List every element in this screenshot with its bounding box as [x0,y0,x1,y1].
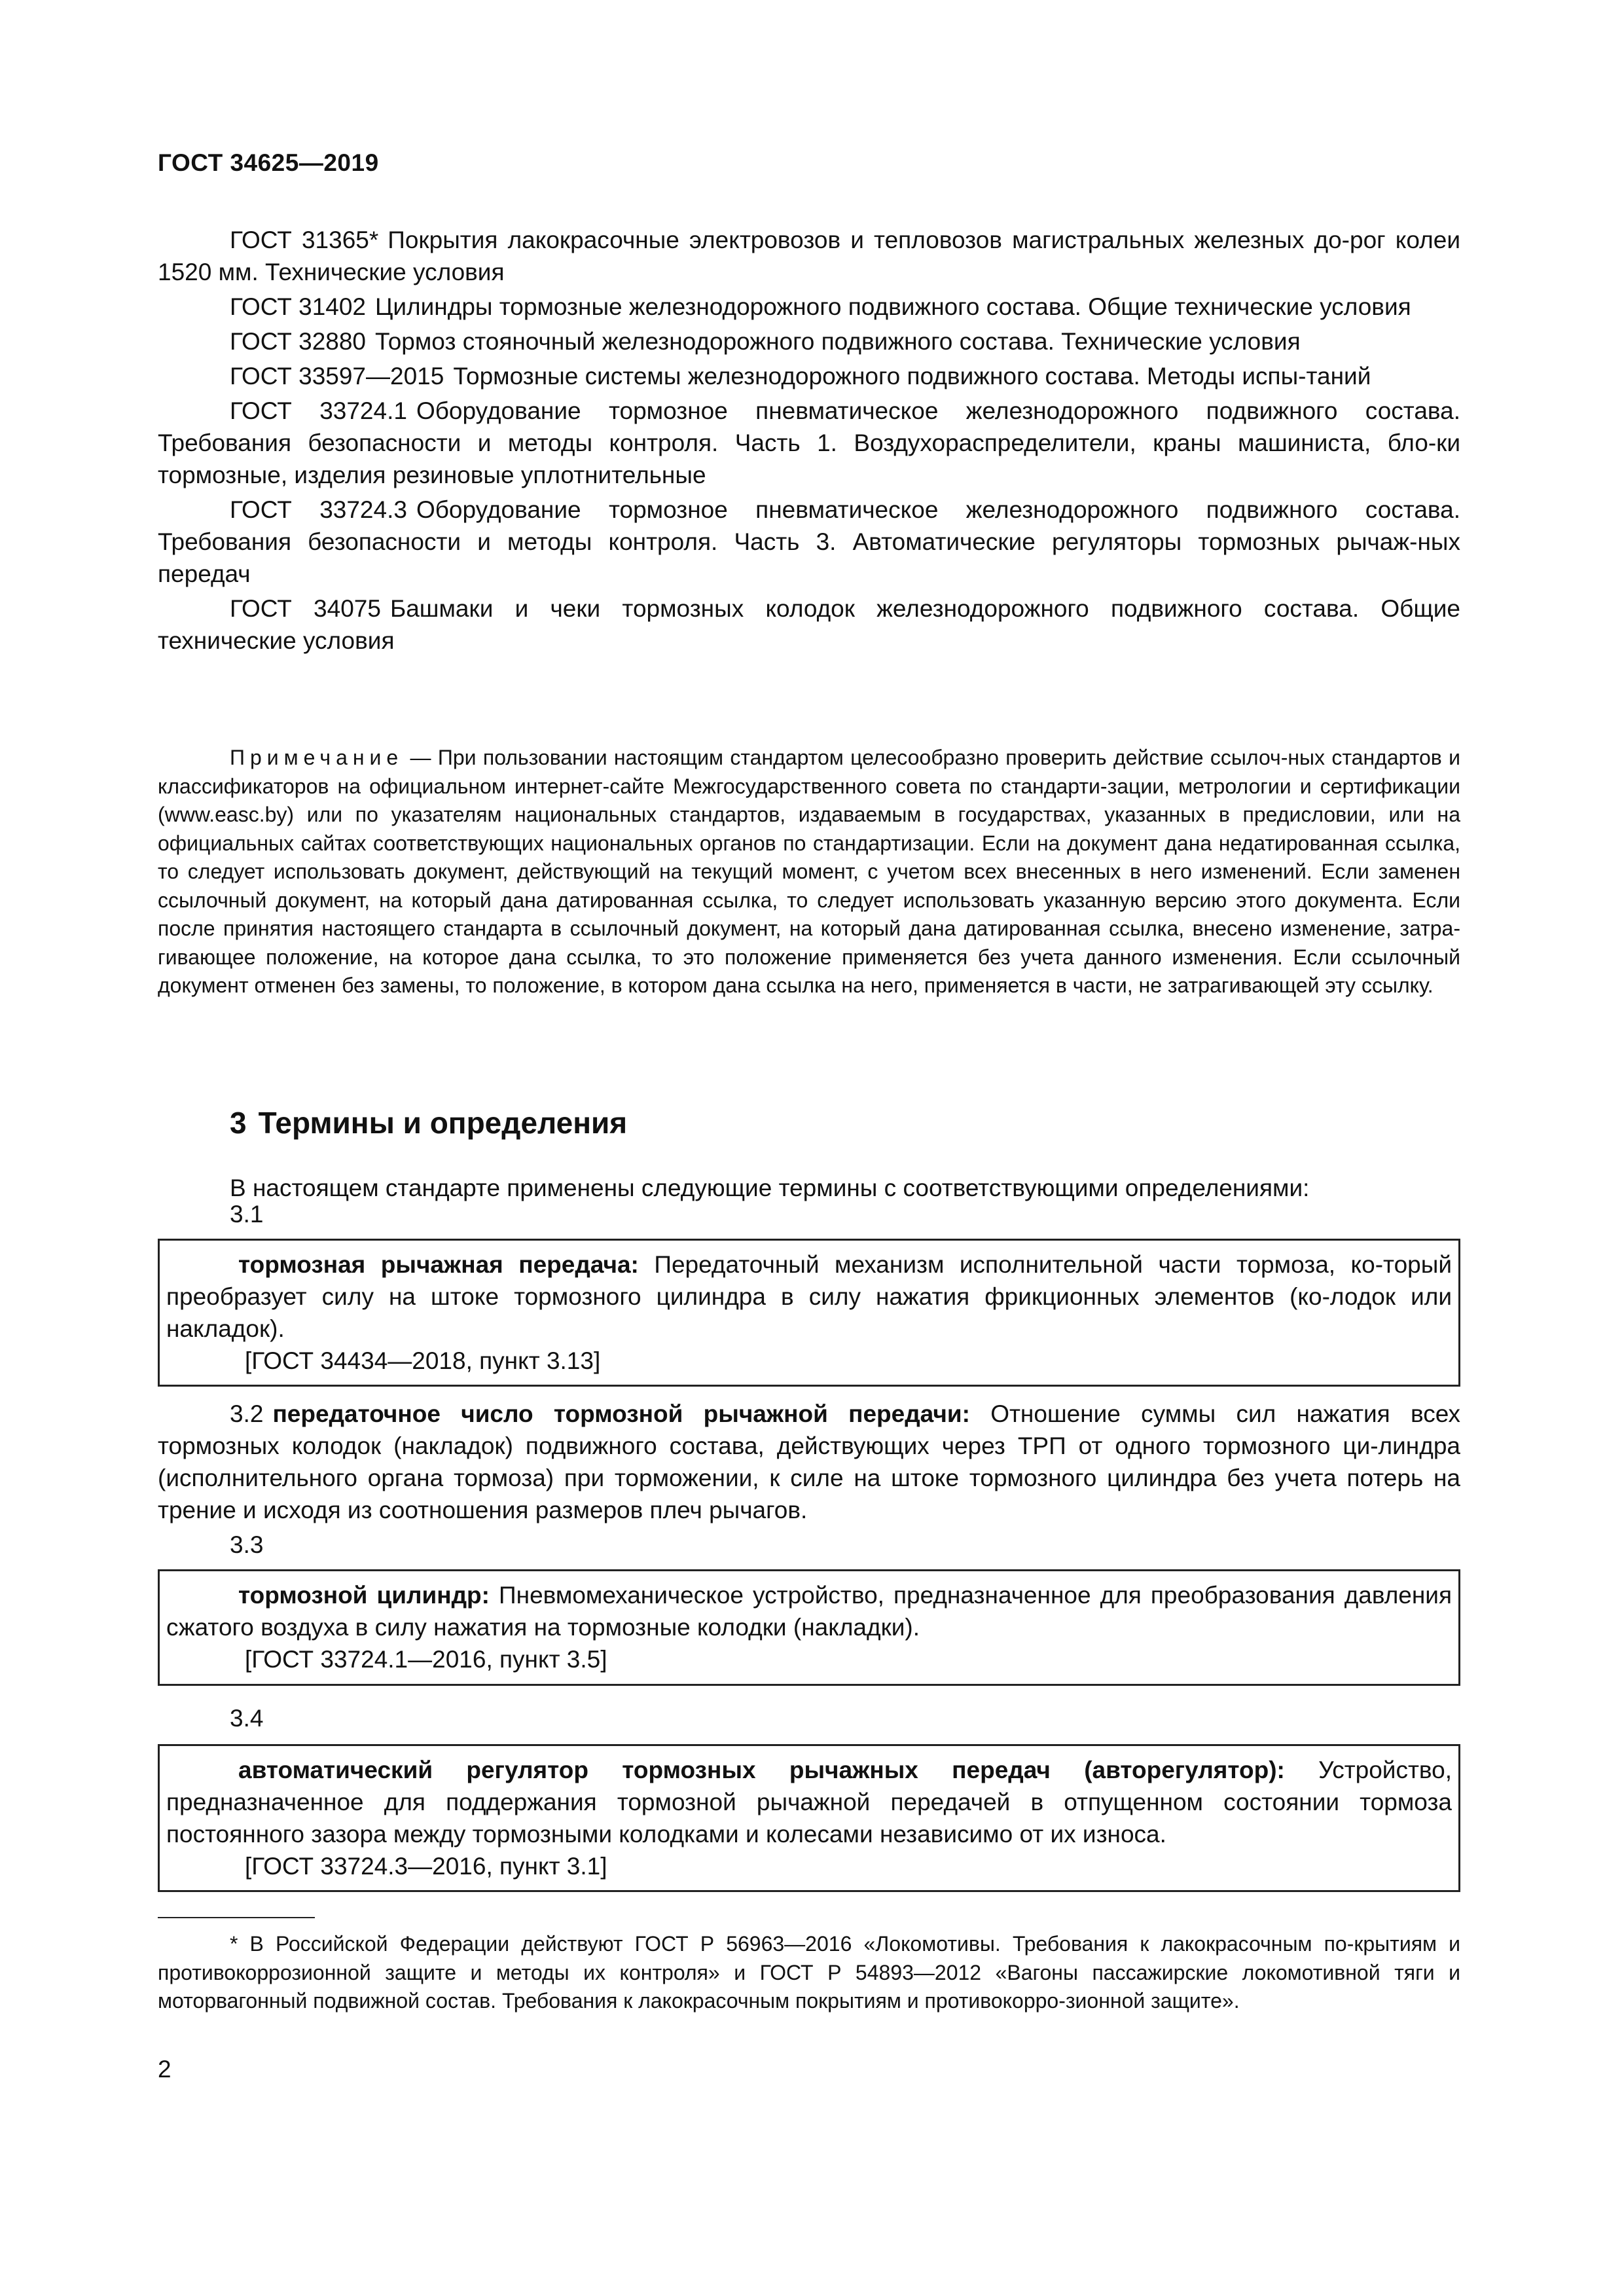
reference-item [158,360,1460,392]
term-box [158,1744,1460,1892]
reference-item [158,395,1460,491]
reference-title: Башмаки и чеки тормозных колодок железнодорожного подвижного состава. Общие технические условия [158,595,1461,654]
note-label: Примечание [230,746,404,769]
section-intro: В настоящем стандарте применены следующие термины с соответствующими определениями: [230,1175,1310,1201]
reference-item [158,325,1460,357]
term-box [158,1569,1460,1686]
document-code-header: ГОСТ 34625—2019 [158,149,379,176]
reference-code: ГОСТ 32880 [230,328,366,355]
section-number: 3 [230,1106,247,1140]
section-heading [230,1105,627,1140]
reference-title: Оборудование тормозное пневматическое железнодорожного подвижного состава. Требования безопасности и методы контроля. Часть 1. Воздухораспределители, краны машиниста, бло-ки тормозные, изделия резиновые уплотнительные [158,397,1460,488]
term-source: [ГОСТ 33724.3—2016, пункт 3.1] [245,1853,607,1880]
reference-title: Оборудование тормозное пневматическое железнодорожного подвижного состава. Требования безопасности и методы контроля. Часть 3. Автоматические регуляторы тормозных рычаж-ных передач [158,496,1460,587]
reference-item [158,494,1460,590]
term-number: 3.2 [230,1400,264,1427]
term-source: [ГОСТ 33724.1—2016, пункт 3.5] [245,1646,607,1673]
normative-references-list [158,224,1460,659]
term-definition [166,1754,1452,1850]
reference-item [158,224,1460,288]
footnote-separator [158,1917,315,1918]
term-name: тормозная рычажная передача: [238,1251,639,1278]
section-title: Термины и определения [258,1106,628,1140]
reference-title: Цилиндры тормозные железнодорожного подвижного состава. Общие технические условия [375,293,1411,320]
term-number: 3.1 [230,1201,264,1228]
page-number: 2 [158,2056,171,2083]
term-number: 3.3 [230,1531,264,1558]
term-definition-text: Пневмомеханическое устройство, предназначенное для преобразования давления сжатого воздуха в силу нажатия на тормозные колодки (накладки). [166,1582,1452,1641]
reference-code: ГОСТ 31365* [230,227,379,253]
references-note [158,744,1460,1000]
term-box [158,1239,1460,1387]
note-text: — При пользовании настоящим стандартом целесообразно проверить действие ссылоч-ных стандартов и классификаторов на официальном интернет-сайте Межгосударственного совета по стандарти-зации, метрологии и сертификации (www.easc.by) или по указателям национальных стандартов, издаваемым в государствах, указанных в предисловии, или на официальных сайтах соответствующих национальных органов по стандартизации. Если на документ дана недатированная ссылка, то следует использовать документ, действующий на текущий момент, с учетом всех внесенных в него изменений. Если заменен ссылочный документ, на который дана датированная ссылка, то следует использовать указанную версию этого документа. Если после принятия настоящего стандарта в ссылочный документ, на который дана датированная ссылка, внесено изменение, затра-гивающее положение, на которое дана ссылка, то это положение применяется без учета данного изменения. Если ссылочный документ отменен без замены, то положение, в котором дана ссылка на него, применяется в части, не затрагивающей эту ссылку. [158,746,1461,997]
reference-item [158,592,1460,657]
term-definition-text: Передаточный механизм исполнительной части тормоза, ко-торый преобразует силу на штоке тормозного цилиндра в силу нажатия фрикционных элементов (ко-лодок или накладок). [166,1251,1452,1342]
footnote: * В Российской Федерации действуют ГОСТ Р 56963—2016 «Локомотивы. Требования к лакокрасочным по-крытиям и противокоррозионной защите и методы их контроля» и ГОСТ Р 54893—2012 «Вагоны пассажирские локомотивной тяги и моторвагонный подвижной состав. Требования к лакокрасочным покрытиям и противокорро-зионной защите». [158,1932,1460,2013]
reference-title: Тормоз стояночный железнодорожного подвижного состава. Технические условия [375,328,1301,355]
term-definition [166,1579,1452,1643]
term-definition [166,1248,1452,1345]
reference-code: ГОСТ 31402 [230,293,366,320]
reference-code: ГОСТ 33724.1 [230,397,407,424]
reference-code: ГОСТ 33597—2015 [230,363,444,390]
term-name: передаточное число тормозной рычажной передачи: [272,1400,970,1427]
term-definition-plain [158,1398,1460,1526]
reference-title: Тормозные системы железнодорожного подвижного состава. Методы испы-таний [453,363,1371,390]
term-source: [ГОСТ 34434—2018, пункт 3.13] [245,1347,601,1374]
term-name: тормозной цилиндр: [238,1582,490,1609]
term-number: 3.4 [230,1705,264,1732]
term-definition-text: Отношение суммы сил нажатия всех тормозных колодок (накладок) подвижного состава, действующих через ТРП от одного тормозного ци-линдра (исполнительного органа тормоза) при торможении, к силе на штоке тормозного цилиндра без учета потерь на трение и исходя из соотношения размеров плеч рычагов. [158,1400,1461,1523]
reference-title: Покрытия лакокрасочные электровозов и тепловозов магистральных железных до-рог колеи 1520 мм. Технические условия [158,227,1460,285]
reference-item [158,291,1460,323]
reference-code: ГОСТ 33724.3 [230,496,407,523]
term-name: автоматический регулятор тормозных рычажных передач (авторегулятор): [238,1757,1285,1783]
reference-code: ГОСТ 34075 [230,595,381,622]
term-definition-text: Устройство, предназначенное для поддержания тормозной рычажной передачей в отпущенном состоянии тормоза постоянного зазора между тормозными колодками и колесами независимо от их износа. [166,1757,1453,1848]
